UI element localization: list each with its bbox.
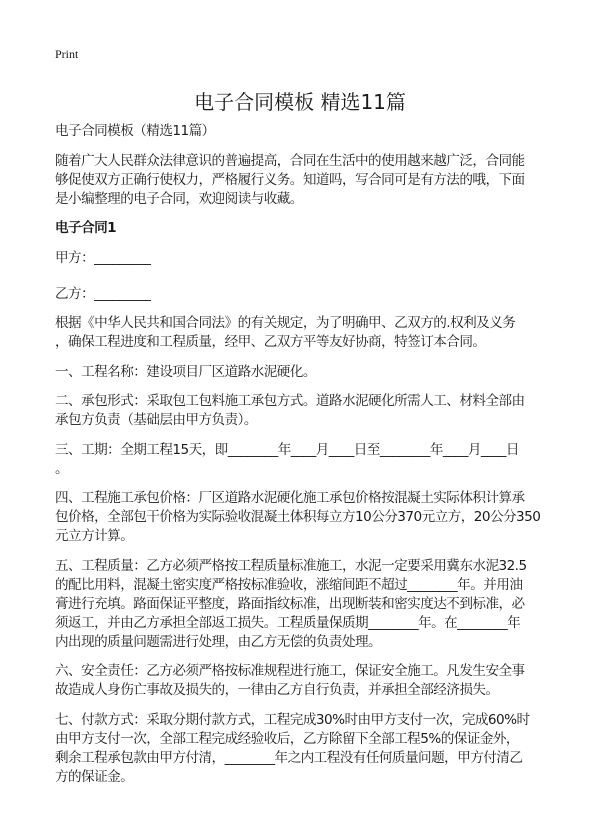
text-line: 一、工程名称：建设项目厂区道路水泥硬化。	[55, 363, 316, 380]
text-line: 膏进行充填。路面保证平整度，路面指纹标准，出现断装和密实度达不到标准，必	[55, 595, 525, 612]
paragraph	[55, 662, 555, 700]
paragraph	[55, 152, 555, 209]
text-line: 剩余工程承包款由甲方付清，________年之内工程没有任何质量问题，甲方付清乙	[55, 749, 523, 766]
text-line: 够促使双方正确行使权力，严格履行义务。知道吗，写合同可是有方法的哦，下面	[55, 171, 525, 188]
text-line: 电子合同1	[55, 220, 117, 236]
text-line: 包价格，全部包干价格为实际验收混凝土体积每立方10公分370元立方，20公分350	[55, 509, 541, 525]
text-line: ，确保工程进度和工程质量，经甲、乙双方平等友好协商，特签订本合同。	[55, 334, 486, 350]
text-line: 电子合同模板（精选11篇）	[55, 123, 215, 139]
text-line: 元立方计算。	[55, 528, 134, 544]
text-line: 三、工期：全期工程15天，即________年____月____日至________年____月____日	[55, 441, 519, 458]
paragraph	[55, 441, 555, 479]
print-link[interactable]: Print	[55, 47, 79, 61]
paragraph	[55, 392, 555, 430]
text-line: 根据《中华人民共和国合同法》的有关规定，为了明确甲、乙双方的.权利及义务	[55, 315, 516, 331]
text-line: 随着广大人民群众法律意识的普遍提高，合同在生活中的使用越来越广泛，合同能	[55, 152, 525, 169]
paragraph	[55, 122, 555, 141]
paragraph	[55, 314, 555, 352]
text-line: 内出现的质量问题需进行处理，由乙方无偿的负责处理。	[55, 633, 382, 650]
text-line: 二、承包形式：采取包工包料施工承包方式。道路水泥硬化所需人工、材料全部由	[55, 393, 525, 409]
text-line: 甲方：_________	[55, 249, 151, 266]
paragraph	[55, 711, 555, 787]
paragraph	[55, 285, 555, 304]
paragraph	[55, 489, 555, 546]
document-title: 电子合同模板 精选11篇	[194, 90, 406, 114]
paragraph	[55, 557, 555, 652]
text-line: 是小编整理的电子合同，欢迎阅读与收藏。	[55, 190, 303, 207]
text-line: 承包方负责（基础层由甲方负责）。	[55, 412, 257, 428]
text-line: 的配比用料，混凝土密实度严格按标准验收，涨缩间距不超过________年。并用油	[55, 576, 523, 593]
text-line: 五、工程质量：乙方必须严格按工程质量标准施工，水泥一定要采用冀东水泥32.5	[55, 557, 527, 574]
section-heading	[55, 219, 555, 238]
text-line: 七、付款方式：采取分期付款方式，工程完成30%时由甲方支付一次，完成60%时	[55, 711, 530, 728]
text-line: 故造成人身伤亡事故及损失的，一律由乙方自行负责，并承担全部经济损失。	[55, 682, 499, 698]
text-line: 乙方：_________	[55, 285, 151, 302]
document-body	[55, 122, 555, 797]
paragraph	[55, 249, 555, 268]
text-line: 方的保证金。	[55, 768, 134, 785]
text-line: 须返工，并由乙方承担全部返工损失。工程质量保质期________年。在________年	[55, 614, 521, 631]
text-line: 由甲方支付一次，全部工程完成经验收后，乙方除留下全部工程5%的保证金外，	[55, 730, 519, 747]
text-line: 四、工程施工承包价格：厂区道路水泥硬化施工承包价格按混凝土实际体积计算承	[55, 490, 525, 506]
paragraph	[55, 363, 555, 382]
text-line: 。	[55, 460, 69, 477]
text-line: 六、安全责任：乙方必须严格按标准规程进行施工，保证安全施工。凡发生安全事	[55, 663, 525, 679]
